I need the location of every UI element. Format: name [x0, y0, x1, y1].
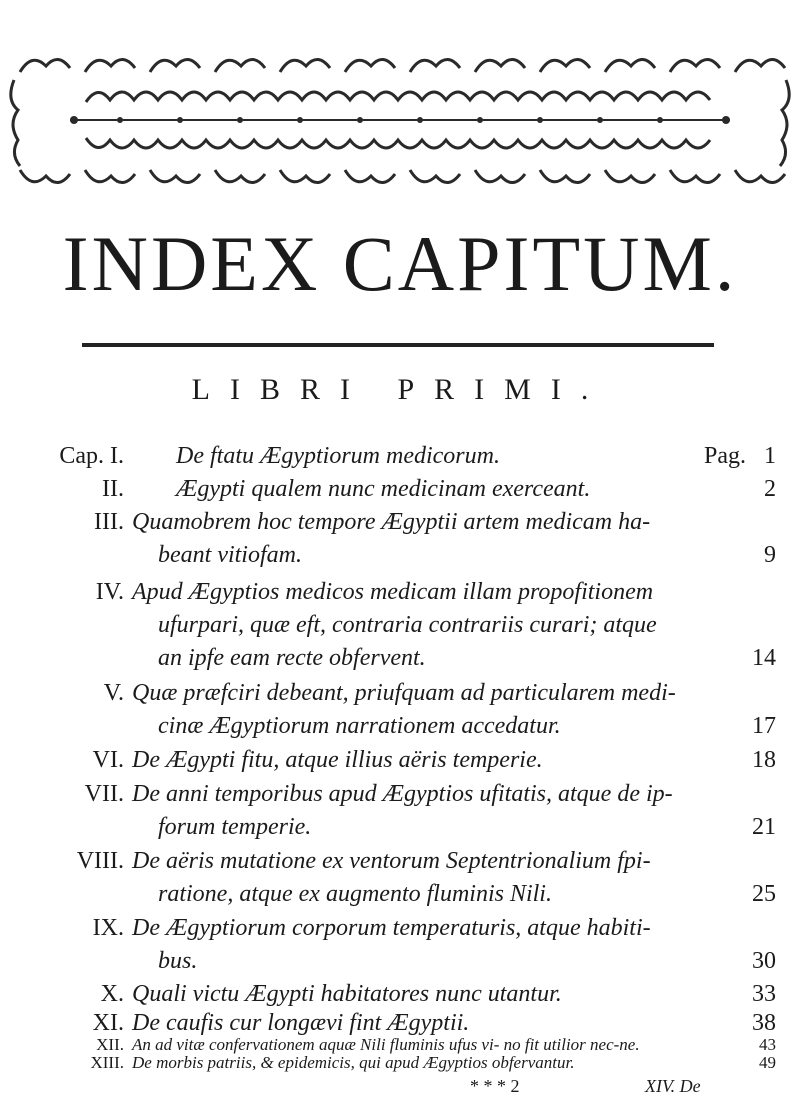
chapter-title: Ægypti qualem nunc medicinam exerceant. — [176, 476, 591, 502]
chapter-number: II. — [102, 476, 124, 502]
chapter-title-continuation: an ipfe eam recte obfervent. — [158, 645, 426, 671]
page-number: 49 — [759, 1053, 776, 1072]
page-number: 43 — [759, 1035, 776, 1054]
chapter-number: XII. — [96, 1035, 124, 1054]
page-label: Pag. — [704, 443, 746, 469]
page-subtitle: LIBRI PRIMI. — [191, 373, 609, 406]
page-number: 1 — [764, 443, 776, 469]
chapter-number: VI. — [92, 747, 124, 773]
page-number: 25 — [752, 881, 776, 907]
page-title: INDEX CAPITUM. — [62, 220, 738, 307]
page-number: 2 — [764, 476, 776, 502]
chapter-title: Apud Ægyptios medicos medicam illam propofitionem — [132, 579, 654, 605]
chapter-number: X. — [100, 981, 124, 1007]
chapter-number: XI. — [92, 1010, 124, 1036]
chapter-number: XIII. — [90, 1053, 124, 1072]
page-number: 21 — [752, 814, 776, 840]
chapter-title-continuation: cinæ Ægyptiorum narrationem accedatur. — [158, 713, 561, 739]
chapter-title-continuation: ufurpari, quæ eft, contraria contrariis curari; atque — [158, 612, 657, 638]
page-number: 17 — [752, 713, 776, 739]
chapter-number: V. — [103, 680, 124, 706]
chapter-title: De Ægyptiorum corporum temperaturis, atque habiti- — [132, 915, 651, 941]
page-number: 33 — [752, 981, 776, 1007]
chapter-number: III. — [94, 509, 124, 535]
page-number: 9 — [764, 542, 776, 568]
page-number: 14 — [752, 645, 776, 671]
chapter-title-continuation: ratione, atque ex augmento fluminis Nili. — [158, 881, 552, 907]
chapter-title: De aëris mutatione ex ventorum Septentrionalium fpi- — [132, 848, 651, 874]
chapter-title-part: An ad vitæ confervationem aquæ Nili fluminis ufus vi- — [132, 1035, 500, 1054]
chapter-title: Quamobrem hoc tempore Ægyptii artem medicam ha- — [132, 509, 651, 535]
page-number: 18 — [752, 747, 776, 773]
chapter-title: De caufis cur longævi fint Ægyptii. — [132, 1010, 470, 1036]
chapter-number: VII. — [84, 781, 124, 807]
signature-mark: * * * 2 — [470, 1076, 520, 1096]
chapter-title: De ftatu Ægyptiorum medicorum. — [176, 443, 500, 469]
chapter-title — [132, 1036, 750, 1053]
chapter-title: De anni temporibus apud Ægyptios ufitatis, atque de ip- — [132, 781, 673, 807]
chapter-title-continuation: beant vitiofam. — [158, 542, 302, 568]
chapter-title-part: De morbis patriis, & epidemicis, qui apud Ægyptios — [132, 1053, 488, 1072]
chapter-number: VIII. — [76, 848, 124, 874]
chapter-title-continuation: no fit utilior nec-ne. — [503, 1035, 640, 1054]
catchword: XIV. De — [645, 1076, 701, 1096]
chapter-number: IX. — [92, 915, 124, 941]
chapter-title-continuation: bus. — [158, 948, 198, 974]
chapter-title: De Ægypti fitu, atque illius aëris temperie. — [132, 747, 543, 773]
chapter-number: Cap. I. — [59, 443, 124, 469]
chapter-number: IV. — [95, 579, 124, 605]
chapter-title: Quali victu Ægypti habitatores nunc utantur. — [132, 981, 562, 1007]
page-number: 30 — [752, 948, 776, 974]
chapter-title-continuation: forum temperie. — [158, 814, 312, 840]
chapter-title: Quæ præfciri debeant, priufquam ad particularem medi- — [132, 680, 676, 706]
chapter-title-continuation: obfervantur. — [491, 1053, 575, 1072]
chapter-title — [132, 1054, 750, 1071]
page-number: 38 — [752, 1010, 776, 1036]
